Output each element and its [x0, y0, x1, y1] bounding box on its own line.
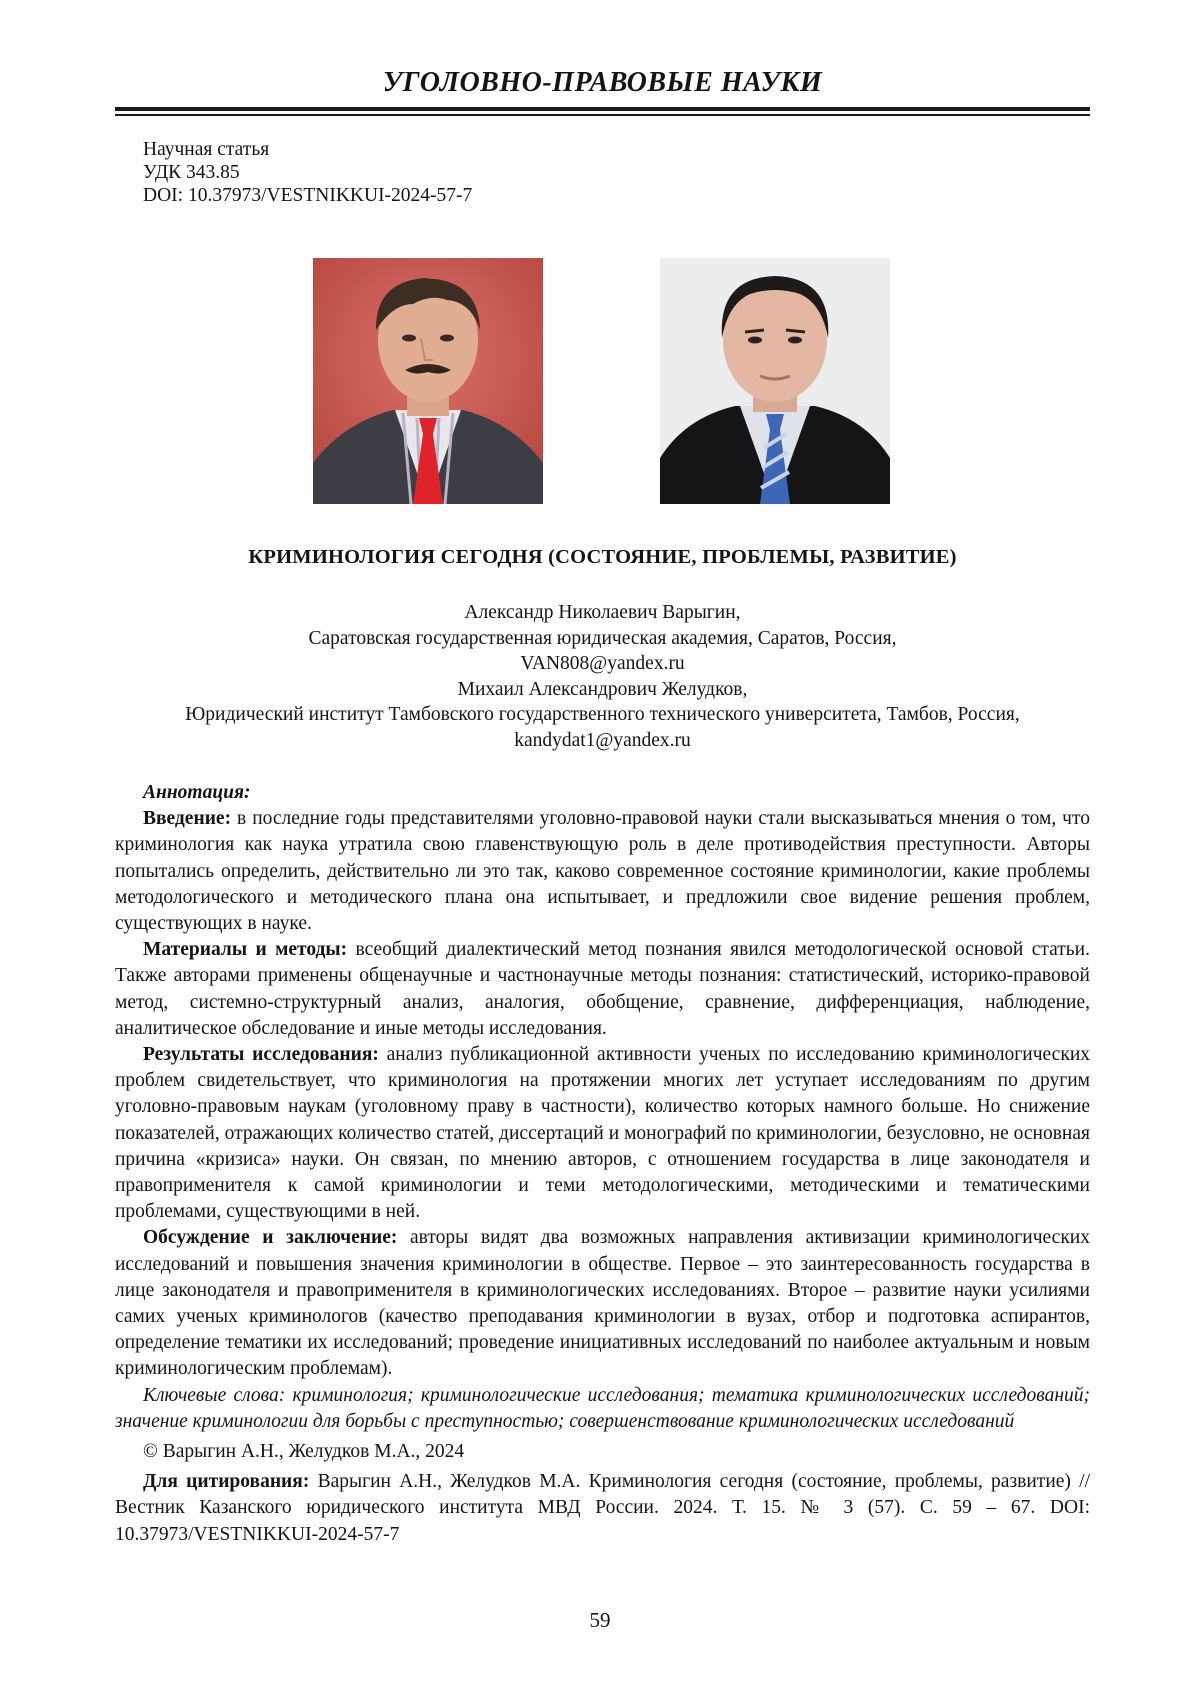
citation	[115, 1469, 1090, 1548]
header-rule-thin	[115, 114, 1090, 116]
doi: DOI: 10.37973/VESTNIKKUI-2024-57-7	[143, 185, 473, 206]
copyright: © Варыгин А.Н., Желудков М.А., 2024	[143, 1441, 465, 1463]
citation-text: Варыгин А.Н., Желудков М.А. Криминология сегодня (состояние, проблемы, развитие) // Вестник Казанского юридического института МВД России. 2024. Т. 15. № 3 (57). С. 59 – 67. DOI: 10.37973/VESTNIKKUI-2024-57-7	[115, 1471, 1090, 1545]
author-name: Александр Николаевич Варыгин,	[464, 602, 741, 623]
author-email: kandydat1@yandex.ru	[514, 729, 691, 751]
section-label: Обсуждение и заключение:	[143, 1227, 398, 1249]
section-label: Материалы и методы:	[143, 939, 348, 961]
abstract-heading: Аннотация:	[143, 782, 251, 803]
section-text: всеобщий диалектический метод познания явился методологической основой статьи. Также авторами применены общенаучные и частнонаучные методы познания: статистический, историко-правовой метод, системно-структурный анализ, аналогия, обобщение, сравнение, дифференциация, наблюдение, аналитическое обследование и иные методы исследования.	[115, 939, 1090, 1039]
citation-label: Для цитирования:	[143, 1471, 310, 1493]
section-label: Введение:	[143, 808, 232, 830]
abstract-section-introduction	[115, 806, 1090, 937]
udc-code: УДК 343.85	[143, 162, 240, 183]
article-meta	[143, 138, 472, 207]
author-portrait-1	[313, 258, 543, 504]
author-photo-1	[313, 258, 543, 504]
section-text: авторы видят два возможных направления активизации криминологических исследований и повышения значения криминологии в обществе. Первое – это заинтересованность государства в лице законодателя и правоприменителя в криминологических исследованиях. Второе – развитие науки усилиями самих ученых криминологов (качество преподавания криминологии в вузах, отбор и подготовка аспирантов, определение тематики их исследований; проведение инициативных исследований по наиболее актуальным и новым криминологическим проблемам).	[115, 1227, 1090, 1380]
abstract-section-methods	[115, 937, 1090, 1042]
author-block	[115, 600, 1090, 754]
section-text: анализ публикационной активности ученых по исследованию криминологических проблем свидетельствует, что криминология на протяжении многих лет уступает исследованиям по другим уголовно-правовым наукам (уголовному праву в частности), количество которых намного больше. Но снижение показателей, отражающих количество статей, диссертаций и монографий по криминологии, безусловно, не основная причина «кризиса» науки. Он связан, по мнению авторов, с отношением государства в лице законодателя и правоприменителя к самой криминологии и теми методологическими, методическими и тематическими проблемами, существующими в ней.	[115, 1044, 1090, 1223]
section-title: УГОЛОВНО-ПРАВОВЫЕ НАУКИ	[382, 67, 823, 98]
keywords: Ключевые слова: криминология; криминологические исследования; тематика криминологических исследований; значение криминологии для борьбы с преступностью; совершенствование криминологических исследований	[115, 1384, 1090, 1432]
section-text: в последние годы представителями уголовно-правовой науки стали высказываться мнения о том, что криминология как наука утратила свою главенствующую роль в деле противодействия преступности. Авторы попытались определить, действительно ли это так, каково современное состояние криминологии, какие проблемы методологического и методического плана она испытывает, и предложили свое видение решения проблем, существующих в науке.	[115, 808, 1090, 935]
journal-section-header	[115, 66, 1090, 100]
page-number: 59	[589, 1608, 611, 1632]
header-rule-thick	[115, 107, 1090, 111]
abstract-section-discussion	[115, 1225, 1090, 1382]
abstract-section-results	[115, 1042, 1090, 1225]
article-type: Научная статья	[143, 139, 270, 160]
author-photo-2	[660, 258, 890, 504]
author-affiliation: Саратовская государственная юридическая академия, Саратов, Россия,	[308, 627, 897, 649]
author-affiliation: Юридический институт Тамбовского государственного технического университета, Тамбов, Россия,	[185, 704, 1020, 726]
author-name: Михаил Александрович Желудков,	[457, 678, 748, 700]
author-portrait-2	[660, 258, 890, 504]
article-title: КРИМИНОЛОГИЯ СЕГОДНЯ (СОСТОЯНИЕ, ПРОБЛЕМЫ, РАЗВИТИЕ)	[248, 546, 957, 568]
section-label: Результаты исследования:	[143, 1044, 379, 1066]
abstract	[115, 780, 1090, 1548]
author-email: VAN808@yandex.ru	[520, 653, 685, 675]
